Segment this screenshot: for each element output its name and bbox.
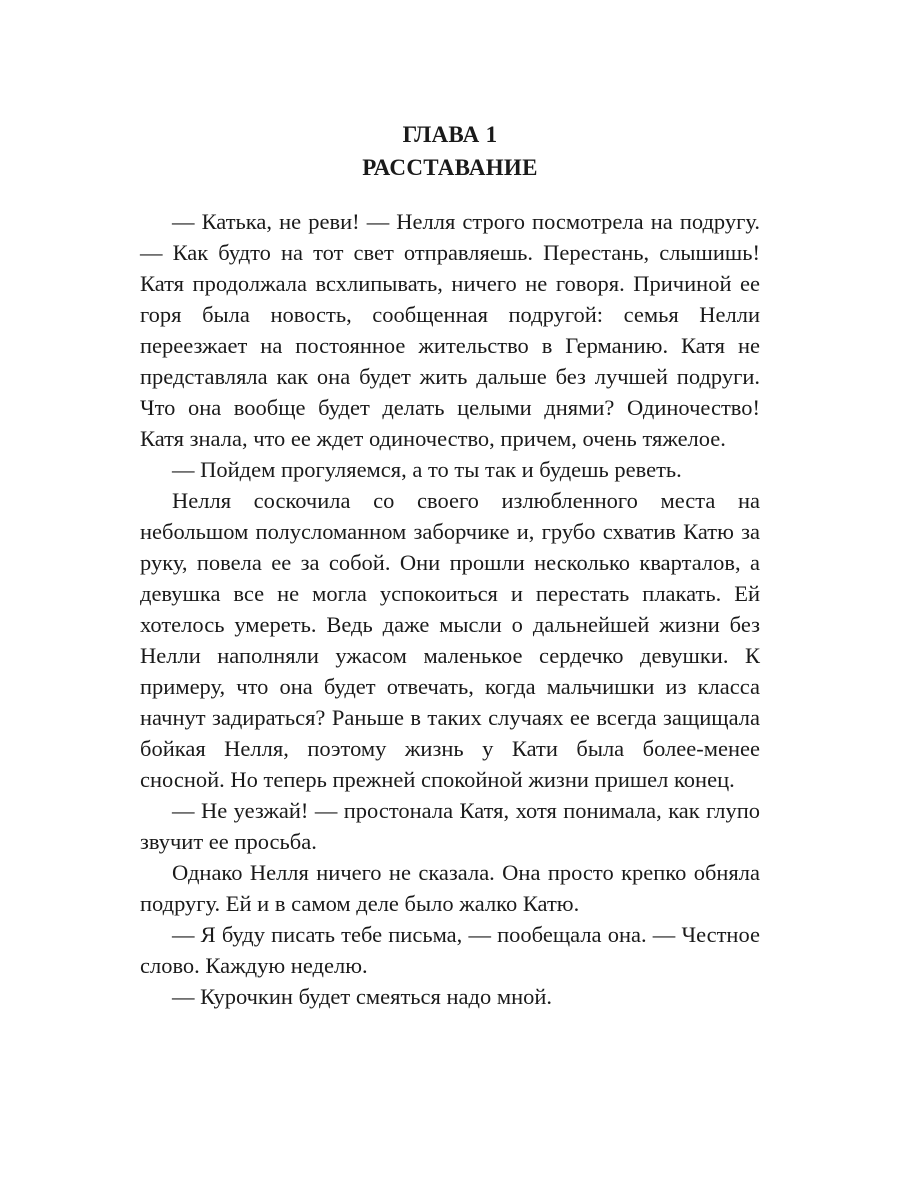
paragraph-3: Нелля соскочила со своего излюбленного места на небольшом полусломанном заборчике и, грубо схватив Катю за руку, повела ее за собой. Они прошли несколько кварталов, а девушка все не могла успокоиться и перестать плакать. Ей хотелось умереть. Ведь даже мысли о дальнейшей жизни без Нелли наполняли ужасом маленькое сердечко девушки. К примеру, что она будет отвечать, когда мальчишки из класса начнут задираться? Раньше в таких случаях ее всегда защищала бойкая Нелля, поэтому жизнь у Кати была более-менее сносной. Но теперь прежней спокойной жизни пришел конец. [140, 488, 760, 792]
paragraph-1: — Катька, не реви! — Нелля строго посмотрела на подругу. — Как будто на тот свет отправляешь. Перестань, слышишь! Катя продолжала всхлипывать, ничего не говоря. Причиной ее горя была новость, сообщенная подругой: семья Нелли переезжает на постоянное жительство в Германию. Катя не представляла как она будет жить дальше без лучшей подруги. Что она вообще будет делать целыми днями? Одиночество! Катя знала, что ее ждет одиночество, причем, очень тяжелое. [140, 209, 760, 451]
paragraph-4: — Не уезжай! — простонала Катя, хотя понимала, как глупо звучит ее просьба. [140, 798, 760, 854]
chapter-title: РАССТАВАНИЕ [362, 155, 538, 180]
paragraph-2: — Пойдем прогуляемся, а то ты так и будешь реветь. [172, 457, 682, 482]
paragraph-6: — Я буду писать тебе письма, — пообещала она. — Честное слово. Каждую неделю. [140, 922, 760, 978]
chapter-heading [140, 118, 760, 184]
paragraph-7: — Курочкин будет смеяться надо мной. [172, 984, 553, 1009]
paragraph-5: Однако Нелля ничего не сказала. Она просто крепко обняла подругу. Ей и в самом деле было жалко Катю. [140, 860, 760, 916]
chapter-body [140, 206, 760, 1012]
chapter-number: ГЛАВА 1 [402, 122, 498, 147]
